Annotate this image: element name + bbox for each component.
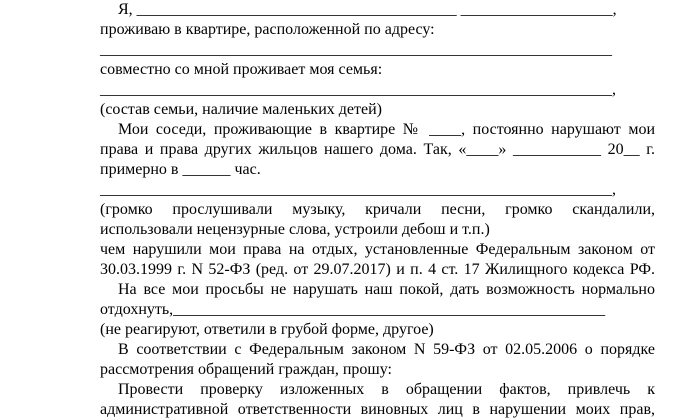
line-requests: На все мои просьбы не нарушать наш покой, дать возможность нормально <box>118 281 655 298</box>
line-applicant-name: Я, ________________________________________ ___________________, <box>118 1 617 18</box>
line-rest-hint: (не реагируют, ответили в грубой форме, другое) <box>100 321 434 338</box>
line-actions-hint-2: использовали нецензурные слова, устроили дебош и т.п.) <box>100 221 490 238</box>
line-actions-hint-1: (громко прослушивали музыку, кричали песни, громко скандалили, <box>100 201 655 218</box>
line-time: примерно в ______ час. <box>100 161 261 178</box>
line-law-ref-2: 30.03.1999 г. N 52-ФЗ (ред. от 29.07.2017) и п. 4 ст. 17 Жилищного кодекса РФ. <box>100 261 655 278</box>
line-family-label: совместно со мной проживает моя семья: <box>100 61 383 78</box>
line-address-blank: ________________________________________________________________ <box>100 41 612 58</box>
line-law-ref-1: чем нарушили мои права на отдых, установленные Федеральным законом от <box>100 241 655 258</box>
line-request-label: рассмотрения обращений граждан, прошу: <box>100 361 392 378</box>
line-address-label: проживаю в квартире, расположенной по адресу: <box>100 21 435 38</box>
line-family-blank: ________________________________________________________________, <box>100 81 616 98</box>
line-family-hint: (состав семьи, наличие маленьких детей) <box>100 101 382 118</box>
line-request-2: административной ответственности виновных лиц в нарушении моих прав, <box>100 401 655 418</box>
line-request-1: Провести проверку изложенных в обращении фактов, привлечь к <box>118 381 655 398</box>
line-law-59: В соответствии с Федеральным законом N 59-ФЗ от 02.05.2006 о порядке <box>118 341 655 358</box>
line-rest-blank: отдохнуть,______________________________________________________ <box>100 301 606 318</box>
line-actions-blank: ________________________________________________________________, <box>100 181 616 198</box>
line-rights-date: права и права других жильцов нашего дома. Так, «____» ___________ 20__ г. <box>100 141 655 158</box>
line-neighbors-intro: Мои соседи, проживающие в квартире № ____, постоянно нарушают мои <box>118 121 655 138</box>
